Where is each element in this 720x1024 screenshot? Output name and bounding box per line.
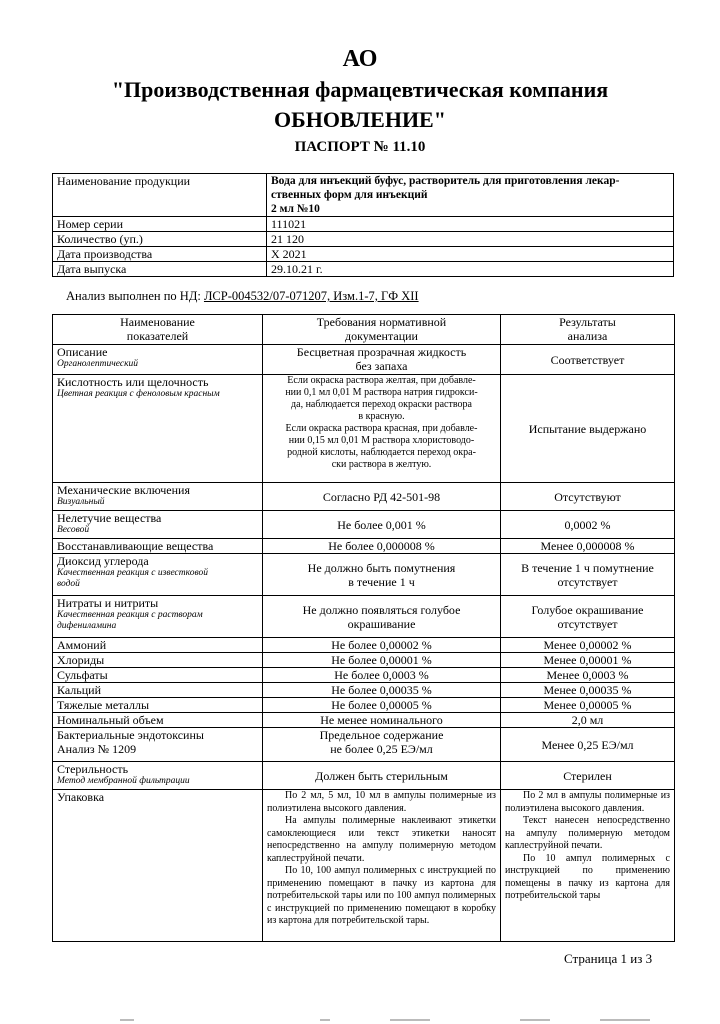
test-requirement: Не более 0,00001 %	[263, 653, 501, 668]
release-date-label: Дата выпуска	[53, 262, 267, 277]
table-row	[53, 596, 675, 638]
table-row	[53, 539, 675, 554]
production-date-label: Дата производства	[53, 247, 267, 262]
table-row	[53, 375, 675, 483]
product-info-table	[52, 173, 674, 277]
test-requirement: Если окраска раствора желтая, при добавле- нии 0,1 мл 0,01 М раствора натрия гидрокси- да, наблюдается переход окраски раствора в красную. Если окраска раствора красная, при добавле- нии 0,15 мл 0,01 М раствора хлористоводо- родной кислоты, наблюдается переход окра- ски раствора в желтую.	[263, 375, 501, 483]
test-requirement: Бесцветная прозрачная жидкость без запаха	[263, 345, 501, 375]
test-name: Стерильность Метод мембранной фильтрации	[53, 762, 263, 790]
test-requirement: Не более 0,0003 %	[263, 668, 501, 683]
test-result: Испытание выдержано	[501, 375, 675, 483]
scan-artifact	[520, 1019, 550, 1021]
test-result: В течение 1 ч помутнение отсутствует	[501, 554, 675, 596]
table-row	[53, 762, 675, 790]
table-row	[53, 698, 675, 713]
test-name: Механические включения Визуальный	[53, 483, 263, 511]
test-result: 2,0 мл	[501, 713, 675, 728]
table-row	[53, 232, 674, 247]
scan-artifact	[120, 1019, 134, 1021]
test-requirement: Не более 0,00002 %	[263, 638, 501, 653]
col-header-requirements: Требования нормативной документации	[263, 315, 501, 345]
test-name: Нелетучие вещества Весовой	[53, 511, 263, 539]
table-row	[53, 713, 675, 728]
table-row	[53, 554, 675, 596]
test-name: Нитраты и нитриты Качественная реакция с растворам дифениламина	[53, 596, 263, 638]
table-row	[53, 638, 675, 653]
test-result: Стерилен	[501, 762, 675, 790]
test-requirement: Не более 0,00035 %	[263, 683, 501, 698]
table-row	[53, 345, 675, 375]
product-name-label: Наименование продукции	[53, 174, 267, 217]
test-result: Менее 0,00035 %	[501, 683, 675, 698]
test-result: Менее 0,00002 %	[501, 638, 675, 653]
quantity-value: 21 120	[267, 232, 674, 247]
page-number: Страница 1 из 3	[564, 951, 653, 966]
scan-artifact	[320, 1019, 330, 1021]
test-result: Менее 0,25 ЕЭ/мл	[501, 728, 675, 762]
test-requirement: Не должно появляться голубое окрашивание	[263, 596, 501, 638]
production-date-value: X 2021	[267, 247, 674, 262]
scan-artifact	[390, 1019, 430, 1021]
analysis-note: Анализ выполнен по НД: ЛСР-004532/07-071207, Изм.1-7, ГФ XII	[66, 289, 419, 303]
test-name: Тяжелые металлы	[53, 698, 263, 713]
test-name: Кальций	[53, 683, 263, 698]
table-row	[53, 511, 675, 539]
test-name: Бактериальные эндотоксины Анализ № 1209	[53, 728, 263, 762]
test-results-table	[52, 314, 675, 942]
test-result: По 2 мл в ампулы полимерные из полиэтилена высокого давления. Текст нанесен непосредственно на ампулу полимерную методом каплеструйной печати. По 10 ампул полимерных с инструкцией по применению помещены в пачку из картона для потребительской тары	[501, 790, 675, 942]
table-header-row	[53, 315, 675, 345]
test-result: Менее 0,00005 %	[501, 698, 675, 713]
table-row	[53, 483, 675, 511]
test-name: Хлориды	[53, 653, 263, 668]
test-result: Менее 0,00001 %	[501, 653, 675, 668]
company-name-2: ОБНОВЛЕНИЕ"	[274, 107, 446, 132]
test-requirement: Должен быть стерильным	[263, 762, 501, 790]
scan-artifact	[600, 1019, 650, 1021]
test-name: Восстанавливающие вещества	[53, 539, 263, 554]
test-result: Соответствует	[501, 345, 675, 375]
test-requirement: По 2 мл, 5 мл, 10 мл в ампулы полимерные из полиэтилена высокого давления. На ампулы полимерные наклеивают этикетки самоклеющиеся или текст этикетки наносят непосредственно на ампулу полимерную методом каплеструйной печати. По 10, 100 ампул полимерных с инструкцией по применению помещают в пачку из картона для потребительской тары или по 100 ампул полимерных с инструкцией по применению помещают в коробку из картона для потребительской тары.	[263, 790, 501, 942]
test-requirement: Не более 0,00005 %	[263, 698, 501, 713]
nd-reference: ЛСР-004532/07-071207, Изм.1-7, ГФ XII	[203, 289, 419, 303]
test-result: Голубое окрашивание отсутствует	[501, 596, 675, 638]
company-name: "Производственная фармацевтическая компания	[111, 77, 609, 102]
test-requirement: Согласно РД 42-501-98	[263, 483, 501, 511]
table-row	[53, 262, 674, 277]
test-name: Сульфаты	[53, 668, 263, 683]
table-row	[53, 790, 675, 942]
col-header-results: Результаты анализа	[501, 315, 675, 345]
test-name: Кислотность или щелочность Цветная реакция с феноловым красным	[53, 375, 263, 483]
test-result: Менее 0,000008 %	[501, 539, 675, 554]
test-name: Номинальный объем	[53, 713, 263, 728]
test-name: Диоксид углерода Качественная реакция с известковой водой	[53, 554, 263, 596]
table-row	[53, 174, 674, 217]
test-result: Менее 0,0003 %	[501, 668, 675, 683]
test-requirement: Не более 0,001 %	[263, 511, 501, 539]
table-row	[53, 217, 674, 232]
test-requirement: Не менее номинального	[263, 713, 501, 728]
org-type: АО	[342, 46, 378, 72]
series-label: Номер серии	[53, 217, 267, 232]
table-row	[53, 668, 675, 683]
test-requirement: Предельное содержание не более 0,25 ЕЭ/мл	[263, 728, 501, 762]
product-name-value: Вода для инъекций буфус, растворитель для приготовления лекар- ственных форм для инъекций 2 мл №10	[267, 174, 674, 217]
series-value: 111021	[267, 217, 674, 232]
test-name: Упаковка	[53, 790, 263, 942]
table-row	[53, 247, 674, 262]
test-name: Аммоний	[53, 638, 263, 653]
test-name: Описание Органолептический	[53, 345, 263, 375]
table-row	[53, 683, 675, 698]
table-row	[53, 653, 675, 668]
test-result: 0,0002 %	[501, 511, 675, 539]
release-date-value: 29.10.21 г.	[267, 262, 674, 277]
test-result: Отсутствуют	[501, 483, 675, 511]
col-header-indicator: Наименование показателей	[53, 315, 263, 345]
table-row	[53, 728, 675, 762]
quantity-label: Количество (уп.)	[53, 232, 267, 247]
test-requirement: Не более 0,000008 %	[263, 539, 501, 554]
test-requirement: Не должно быть помутнения в течение 1 ч	[263, 554, 501, 596]
passport-number: ПАСПОРТ № 11.10	[294, 139, 426, 155]
